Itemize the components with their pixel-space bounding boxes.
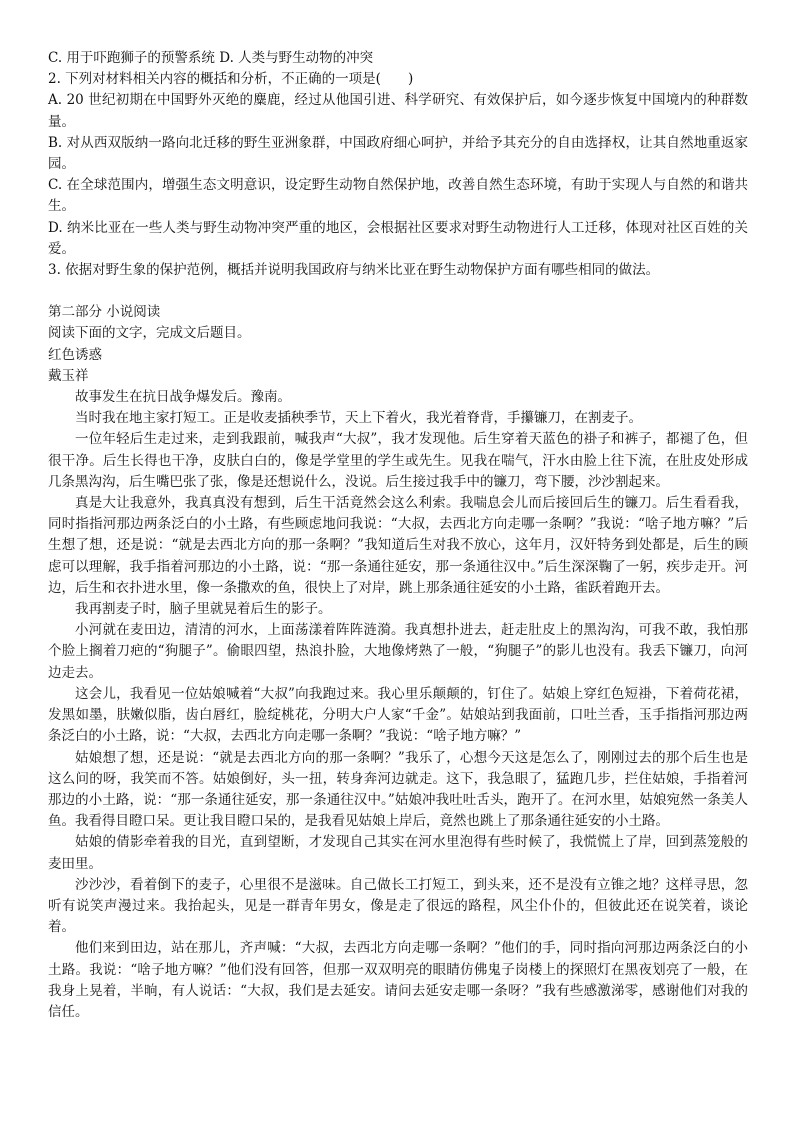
story-paragraph-4: 真是大让我意外，我真真没有想到，后生干活竟然会这么利索。我喘息会儿而后接回后生的镰刀。后生看看我，同时指指河那边两条泛白的小土路，有些顾虑地问我说：“大叔，去西北方向走哪一条啊？”我说：“啥子地方嘛？”后生想了想，还是说：“就是去西北方向的那一条啊？”我知道后生对我不放心，这年月，汉奸特务到处都是，后生的顾虑可以理解，我手指着河那边的小土路，说：“那一条通往延安，那一条通往汉中。”后生深深鞠了一躬，疾步走开。河边，后生和衣扑进水里，像一条撒欢的鱼，很快上了对岸，跳上那条通往延安的小土路，雀跃着跑开去。 (48, 495, 748, 596)
question-2-option-b: B. 对从西双版纳一路向北迁移的野生亚洲象群，中国政府细心呵护，并给予其充分的自由选择权，让其自然地重返家园。 (48, 134, 748, 173)
story-paragraph-8: 姑娘想了想，还是说：“就是去西北方向的那一条啊？”我乐了，心想今天这是怎么了，刚刚过去的那个后生也是这么问的呀，我笑而不答。姑娘倒好，头一扭，转身奔河边就走。这下，我急眼了，猛跑几步，拦住姑娘，手指着河那边的小土路，说：“那一条通往延安，那一条通往汉中。”姑娘冲我吐吐舌头，跑开了。在河水里，姑娘宛然一条美人鱼。我看得目瞪口呆。更让我目瞪口呆的，是我看见姑娘上岸后，竟然也跳上了那条通往延安的小土路。 (48, 749, 748, 830)
story-paragraph-9: 姑娘的倩影牵着我的目光，直到望断，才发现自己其实在河水里泡得有些时候了，我慌慌上了岸，回到蒸笼般的麦田里。 (48, 834, 748, 872)
question-3: 3. 依据对野生象的保护范例，概括并说明我国政府与纳米比亚在野生动物保护方面有哪些相同的做法。 (48, 262, 660, 279)
story-paragraph-1: 故事发生在抗日战争爆发后。豫南。 (75, 389, 291, 406)
story-paragraph-2: 当时我在地主家打短工。正是收麦插秧季节，天上下着火，我光着脊背，手攥镰刀，在割麦子。 (75, 410, 642, 427)
story-paragraph-11: 他们来到田边，站在那儿，齐声喊：“大叔，去西北方向走哪一条啊？”他们的手，同时指向河那边两条泛白的小土路。我说：“啥子地方嘛？”他们没有回答，但那一双双明亮的眼睛仿佛鬼子岗楼上的探照灯在黑夜划亮了一般，在我身上晃着，半晌，有人说话：“大叔，我们是去延安。请问去延安走哪一条呀？”我有些感激涕零，感谢他们对我的信任。 (48, 940, 748, 1020)
question-2-option-c: C. 在全球范围内，增强生态文明意识，设定野生动物自然保护地，改善自然生态环境，有助于实现人与自然的和谐共生。 (48, 177, 748, 215)
story-paragraph-7: 这会儿，我看见一位姑娘喊着“大叔”向我跑过来。我心里乐颠颠的，钉住了。姑娘上穿红色短褂，下着荷花裙，发黑如墨，肤嫩似脂，齿白唇红，脸绽桃花，分明大户人家“千金”。姑娘站到我面前，口吐兰香，玉手指指河那边两条泛白的小土路，说：“大叔，去西北方向走哪一条啊？”我说：“啥子地方嘛？” (48, 685, 748, 745)
question-2-option-d: D. 纳米比亚在一些人类与野生动物冲突严重的地区，会根据社区要求对野生动物进行人工迁移，体现对社区百姓的关爱。 (48, 219, 748, 257)
section-gap (48, 281, 748, 302)
story-paragraph-5: 我再割麦子时，脑子里就晃着后生的影子。 (75, 601, 332, 618)
story-paragraph-6: 小河就在麦田边，清清的河水，上面荡漾着阵阵涟漪。我真想扑进去，赶走肚皮上的黑沟沟，可我不敢，我怕那个脸上搁着刀疤的“狗腿子”。偷眼四望，热浪扑脸，大地像烤熟了一般，“狗腿子”的影儿也没有。我丢下镰刀，向河边走去。 (48, 622, 748, 681)
question-2-stem: 2. 下列对材料相关内容的概括和分析，不正确的一项是( ) (48, 71, 414, 88)
story-paragraph-10: 沙沙沙，看着倒下的麦子，心里很不是滋味。自己做长工打短工，到头来，还不是没有立锥之地？这样寻思，忽听有说笑声漫过来。我抬起头，见是一群青年男女，像是走了很远的路程，风尘仆仆的，但彼此还在说笑着，谈论着。 (48, 876, 748, 936)
story-author: 戴玉祥 (48, 367, 89, 384)
story-title: 红色诱惑 (48, 346, 102, 363)
story-paragraph-3: 一位年轻后生走过来，走到我跟前，喊我声“大叔”，我才发现他。后生穿着天蓝色的褂子和裤子，都褪了色，但很干净。后生长得也干净，皮肤白白的，像是学堂里的学生或先生。见我在喘气，汗水由脸上往下流，在肚皮处形成几条黑沟沟，后生嘴巴张了张，像是还想说什么，没说。后生接过我手中的镰刀，弯下腰，沙沙割起来。 (48, 431, 748, 490)
reading-instruction: 阅读下面的文字，完成文后题目。 (48, 325, 251, 342)
question-1-options: C. 用于吓跑狮子的预警系统 D. 人类与野生动物的冲突 (48, 50, 374, 66)
question-2-option-a: A. 20 世纪初期在中国野外灭绝的麋鹿，经过从他国引进、科学研究、有效保护后，如今逐步恢复中国境内的种群数量。 (48, 92, 748, 130)
section-heading: 第二部分 小说阅读 (48, 304, 161, 321)
document-page (48, 48, 748, 1023)
